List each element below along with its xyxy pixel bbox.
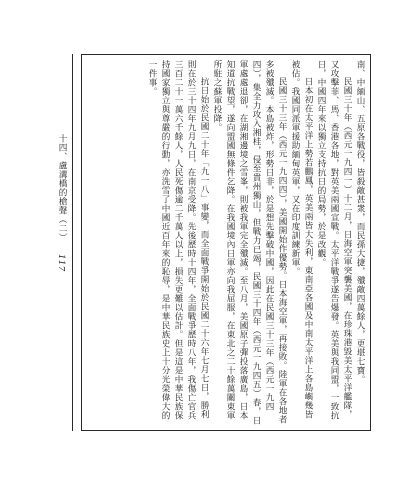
paragraph: 民國三十年（西元一九四一）十二月，日海空軍突襲美國，在珍珠港毀美太平洋艦隊，又攻擊菲、馬、香港各地，對英美兩國宣戰。太平洋戰爭遂告爆發。英美與我同盟，一致抗日，中國四年來以獨立支持抗日的局勢，於是改觀。 xyxy=(316,60,352,420)
page-margin xyxy=(56,54,70,431)
margin-divider xyxy=(72,54,73,431)
paragraph: 日本初在太平洋上勢若鵬鳳，英美兩皆大失利，東南亞各國及中南太平洋上各島嶼幾皆被佔。我國同派軍援助緬甸英軍，又在印度訓練新軍。 xyxy=(290,60,313,420)
paragraph: 民國三十三年（西元一九四四），美國開始作優勢。日本海空軍，再接敗。陸軍在各地者多被殲滅。本島被炸，形勢日非，於是想先擊破中國，因此在民國三十三年（西元一九四四），集全力攻入湘桂，侵至貴州獨山，但戰力已竭，民國三十四年（西元一九四五）春，日軍處處退卻，在湖湘邊境之雪峯，則被我軍完全殲滅。至八月，美國原子彈投落廣島，日本知道抗戰望，遂向盟國無條件乞降。在我國境內日軍亦向我屈服，在東北之二十餘萬關東軍所駐之蘇軍投降。 xyxy=(212,60,287,425)
body-text xyxy=(90,60,366,426)
page-number: 117 xyxy=(56,254,66,272)
paragraph: 抗日始於民國二十年「九一八」事變，而全面戰爭開始於民國二十六年七月七日，勝利則在於三十四年九月九日，在南京受降。先後歷時十四年，全面戰爭歷時八年，我傷亡官兵三百二十一萬六千餘人，人民死傷逾二千萬人以上，損失更難以估計。但是這是中華民族保持國家獨立與尊嚴的行動，亦洗雪了中國近百年來的恥辱，是中華民族史上十分光榮偉大的一件事。 xyxy=(147,60,209,420)
running-title: 十四、盧溝橋的槍聲（二） xyxy=(57,134,67,242)
paragraph: 南、中緬山、五原各戰役，皆殺敵甚衆，而民孫大捷，殲敵四萬餘人，更堪七寶。 xyxy=(355,60,365,384)
